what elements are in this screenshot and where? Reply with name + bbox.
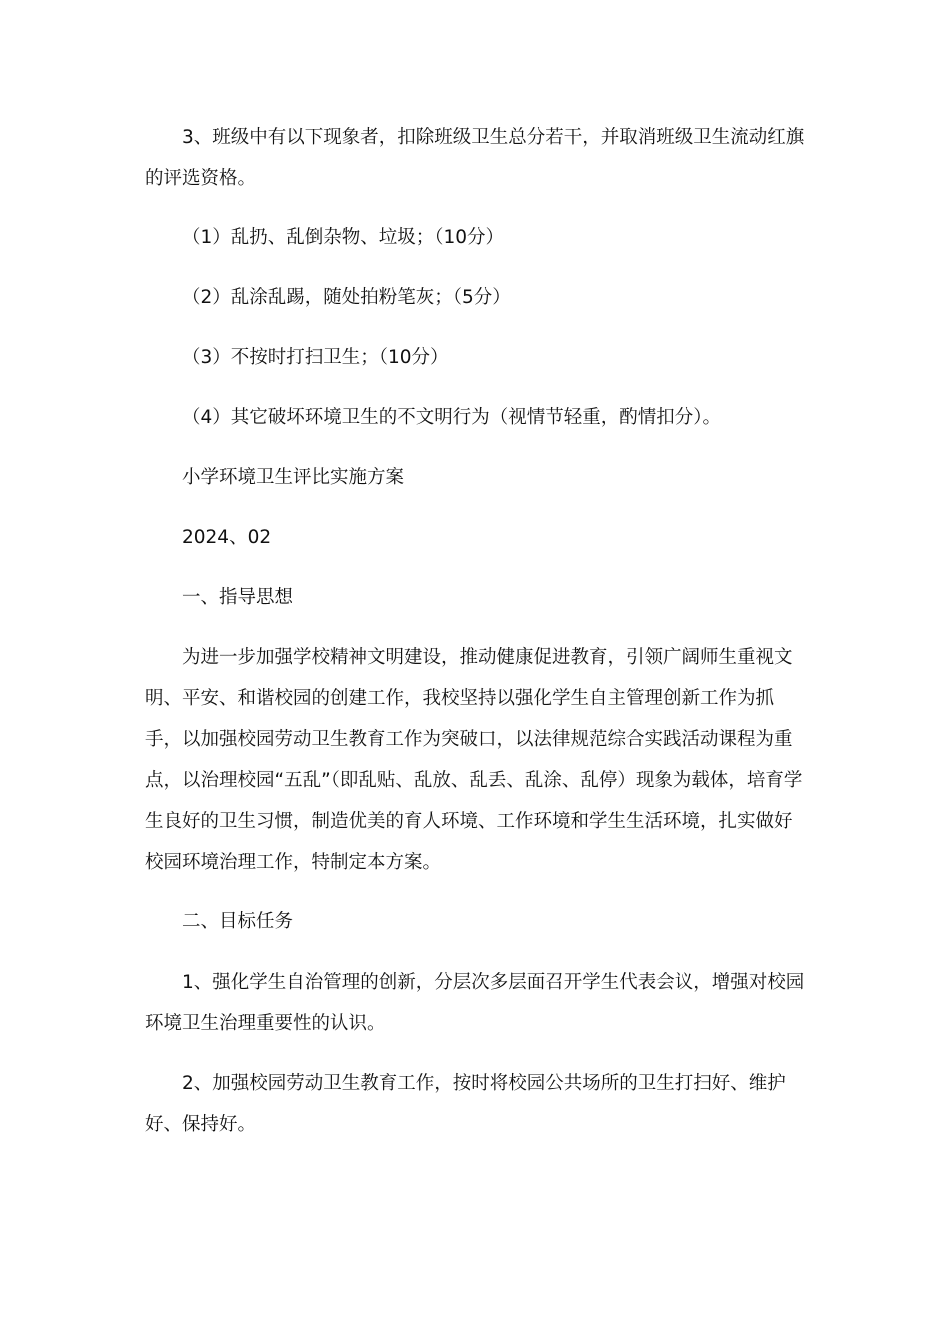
document-date: 2024、02 xyxy=(182,527,272,548)
paragraph-guiding-ideology: 为进一步加强学校精神文明建设，推动健康促进教育，引领广阔师生重视文明、平安、和谐校园的创建工作，我校坚持以强化学生自主管理创新工作为抓手，以加强校园劳动卫生教育工作为突破口，以法律规范综合实践活动课程为重点，以治理校园“五乱”（即乱贴、乱放、乱丢、乱涂、乱停）现象为载体，培育学生良好的卫生习惯，制造优美的育人环境、工作环境和学生生活环境，扎实做好校园环境治理工作，特制定本方案。 xyxy=(145,647,803,873)
list-item-littering: （1）乱扔、乱倒杂物、垃圾；（10分） xyxy=(182,227,505,248)
paragraph-class-deduction-rule: 3、班级中有以下现象者，扣除班级卫生总分若干，并取消班级卫生流动红旗的评选资格。 xyxy=(145,127,805,189)
paragraph-goal-1: 1、强化学生自治管理的创新，分层次多层面召开学生代表会议，增强对校园环境卫生治理重要性的认识。 xyxy=(145,972,805,1034)
list-item-other-behaviour: （4）其它破坏环境卫生的不文明行为（视情节轻重，酌情扣分）。 xyxy=(182,407,722,428)
section-heading-goals: 二、目标任务 xyxy=(182,911,294,932)
paragraph-goal-2: 2、加强校园劳动卫生教育工作，按时将校园公共场所的卫生打扫好、维护好、保持好。 xyxy=(145,1073,786,1135)
document-title: 小学环境卫生评比实施方案 xyxy=(182,467,405,488)
section-heading-guiding-ideology: 一、指导思想 xyxy=(182,587,294,608)
list-item-not-cleaning: （3）不按时打扫卫生；（10分） xyxy=(182,347,449,368)
list-item-graffiti: （2）乱涂乱踢，随处拍粉笔灰；（5分） xyxy=(182,287,511,308)
